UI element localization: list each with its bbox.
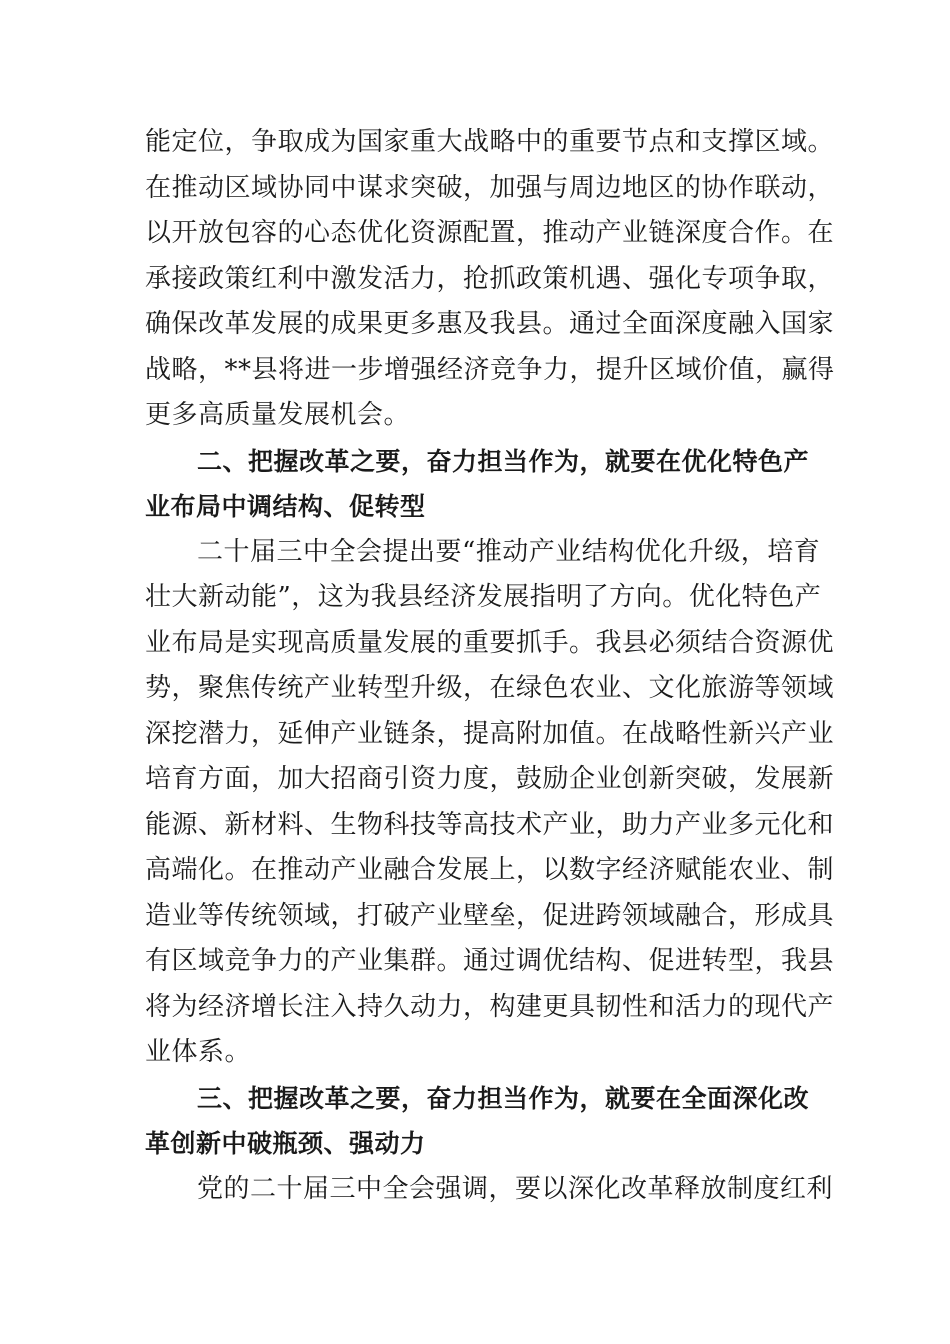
text-line: 承接政策红利中激发活力，抢抓政策机遇、强化专项争取， <box>145 263 835 294</box>
text-line: 业布局是实现高质量发展的重要抓手。我县必须结合资源优 <box>145 627 835 658</box>
paragraph-section-2 <box>145 530 835 1076</box>
heading-line: 革创新中破瓶颈、强动力 <box>145 1129 426 1158</box>
text-line: 造业等传统领域，打破产业壁垒，促进跨领域融合，形成具 <box>145 900 835 931</box>
text-line: 以开放包容的心态优化资源配置，推动产业链深度合作。在 <box>145 218 835 248</box>
text-line: 业体系。 <box>145 1037 252 1067</box>
text-line: 能源、新材料、生物科技等高技术产业，助力产业多元化和 <box>145 809 835 840</box>
text-line: 深挖潜力，延伸产业链条，提高附加值。在战略性新兴产业 <box>145 718 835 749</box>
text-line: 势，聚焦传统产业转型升级，在绿色农业、文化旅游等领域 <box>145 673 835 703</box>
text-line: 更多高质量发展机会。 <box>145 400 411 430</box>
text-line: 能定位，争取成为国家重大战略中的重要节点和支撑区域。 <box>145 127 835 157</box>
text-line: 党的二十届三中全会强调，要以深化改革释放制度红利 <box>197 1173 834 1204</box>
section-heading-2 <box>145 439 808 530</box>
text-line: 二十届三中全会提出要“推动产业结构优化升级，培育 <box>197 536 821 567</box>
text-line: 在推动区域协同中谋求突破，加强与周边地区的协作联动， <box>145 172 835 203</box>
heading-line: 三、把握改革之要，奋力担当作为，就要在全面深化改 <box>197 1083 810 1113</box>
text-line: 壮大新动能”，这为我县经济发展指明了方向。优化特色产 <box>145 582 822 612</box>
text-line: 有区域竞争力的产业集群。通过调优结构、促进转型，我县 <box>145 946 835 976</box>
text-line: 战略，**县将进一步增强经济竞争力，提升区域价值，赢得 <box>145 354 835 385</box>
text-line: 培育方面，加大招商引资力度，鼓励企业创新突破，发展新 <box>145 764 835 794</box>
section-heading-3 <box>145 1076 808 1167</box>
heading-line: 业布局中调结构、促转型 <box>145 492 426 521</box>
document-page <box>145 120 835 1212</box>
paragraph-section-3 <box>145 1167 834 1213</box>
heading-line: 二、把握改革之要，奋力担当作为，就要在优化特色产 <box>197 446 810 476</box>
text-line: 确保改革发展的成果更多惠及我县。通过全面深度融入国家 <box>145 309 835 339</box>
text-line: 高端化。在推动产业融合发展上，以数字经济赋能农业、制 <box>145 855 835 885</box>
text-line: 将为经济增长注入持久动力，构建更具韧性和活力的现代产 <box>145 991 835 1022</box>
paragraph-continuation <box>145 120 835 439</box>
